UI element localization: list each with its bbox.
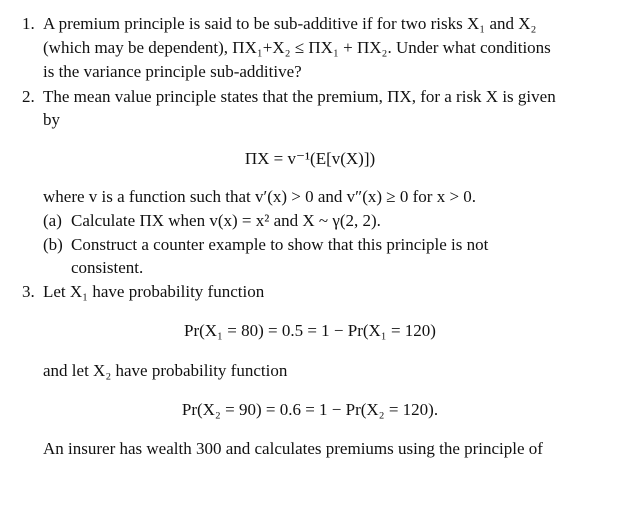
part-label: (a) (43, 211, 62, 230)
problem-number: 1. (22, 14, 35, 33)
problem-2-line-2: by (43, 110, 60, 129)
problem-1-line-1: A premium principle is said to be sub-additive if for two risks X₁ and X₂ (43, 14, 537, 33)
problem-number: 2. (22, 87, 35, 106)
part-b-text-line-2: consistent. (71, 258, 144, 277)
probability-equation-1: Pr(X₁ = 80) = 0.5 = 1 − Pr(X₁ = 120) (184, 321, 436, 340)
problem-2-line-1: The mean value principle states that the premium, ΠX, for a risk X is given (43, 87, 556, 106)
part-b-text-line-1: Construct a counter example to show that this principle is not (71, 235, 489, 254)
problem-1-line-3: is the variance principle sub-additive? (43, 62, 302, 81)
problem-3-closing-text: An insurer has wealth 300 and calculates premiums using the principle of (43, 439, 543, 458)
probability-equation-2: Pr(X₂ = 90) = 0.6 = 1 − Pr(X₂ = 120). (181, 400, 439, 419)
part-label: (b) (43, 235, 63, 254)
problem-3-middle-text: and let X₂ have probability function (43, 361, 288, 380)
part-a-text: Calculate ΠX when v(x) = x² and X ~ γ(2, 2). (71, 211, 381, 230)
problem-number: 3. (22, 282, 35, 301)
problem-1-line-2: (which may be dependent), ΠX₁+X₂ ≤ ΠX₁ + ΠX₂. Under what conditions (43, 38, 551, 57)
problem-3-line-1: Let X₁ have probability function (43, 282, 265, 301)
mean-value-equation: ΠX = v⁻¹(E[v(X)]) (244, 149, 376, 168)
problem-2-condition: where v is a function such that v′(x) > 0 and v″(x) ≥ 0 for x > 0. (43, 187, 477, 206)
